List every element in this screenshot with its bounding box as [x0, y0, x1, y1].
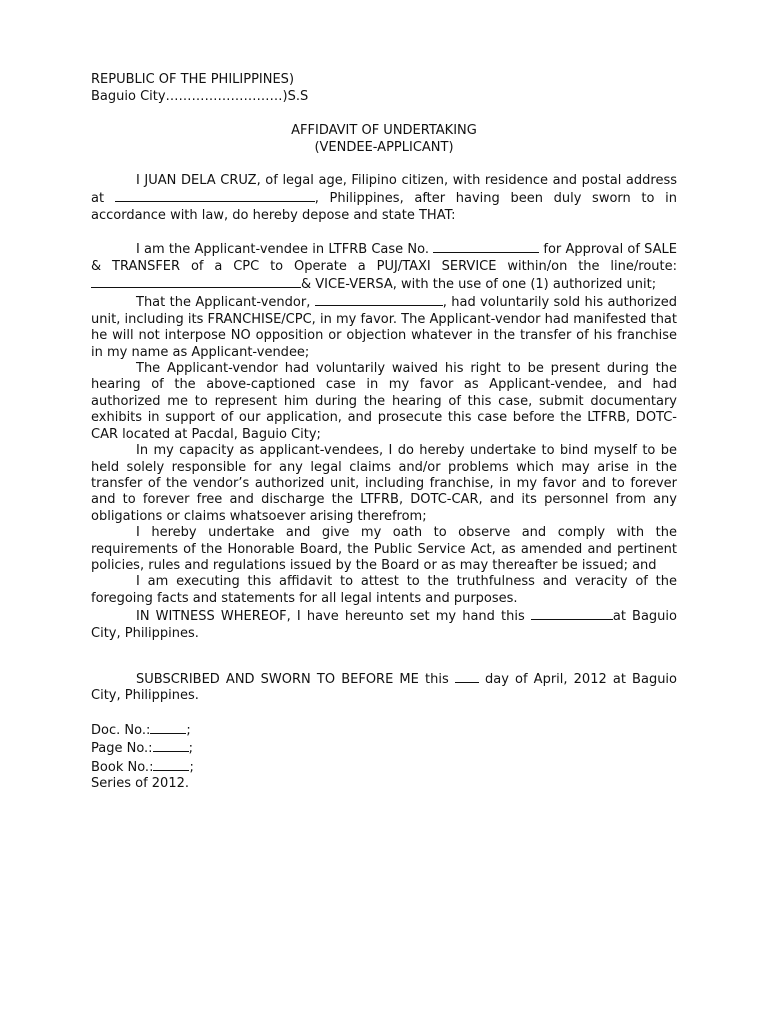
- jurat-paragraph: SUBSCRIBED AND SWORN TO BEFORE ME this day of April, 2012 at Baguio City, Philippines.: [91, 671, 677, 704]
- doc-number-line: Doc. No.: ;: [91, 722, 191, 738]
- witness-paragraph: IN WITNESS WHEREOF, I have hereunto set my hand this at Baguio City, Philippines.: [91, 609, 677, 641]
- republic-line: REPUBLIC OF THE PHILIPPINES): [91, 72, 295, 87]
- intro-paragraph: I JUAN DELA CRUZ, of legal age, Filipino citizen, with residence and postal address at , Philippines, after having been duly sworn to in accordance with law, do hereby depose and state THAT:: [91, 173, 677, 223]
- vendor-paragraph: That the Applicant-vendor, , had voluntarily sold his authorized unit, including its FRANCHISE/CPC, in my favor. The Applicant-vendor had manifested that he will not interpose NO opposition or objection whatever in the transfer of his franchise in my name as Applicant-vendee;: [91, 295, 677, 360]
- title-main: AFFIDAVIT OF UNDERTAKING: [291, 123, 477, 138]
- address-blank: [115, 189, 315, 202]
- case-number-blank: [433, 240, 539, 253]
- city-line: Baguio City………………………)S.S: [91, 88, 309, 104]
- page-number-line: Page No.: ;: [91, 741, 193, 757]
- book-number-line: Book No.: ;: [91, 759, 194, 775]
- venue-header: [91, 72, 677, 105]
- jurat-day-blank: [455, 670, 479, 683]
- document-title: [91, 123, 677, 156]
- vendor-name-blank: [315, 293, 443, 306]
- oath-paragraph: I hereby undertake and give my oath to observe and comply with the requirements of the Honorable Board, the Public Service Act, as amended and pertinent policies, rules and regulations issued by the Board or as may thereafter be issued; and: [91, 525, 677, 573]
- case-paragraph: I am the Applicant-vendee in LTFRB Case No. for Approval of SALE & TRANSFER of a CPC to Operate a PUJ/TAXI SERVICE within/on the line/route:& VICE-VERSA, with the use of one (1) authorized unit;: [91, 242, 677, 293]
- responsibility-paragraph: In my capacity as applicant-vendees, I do hereby undertake to bind myself to be held solely responsible for any legal claims and/or problems which may arise in the transfer of the vendor’s authorized unit, including franchise, in my favor and to forever and to forever free and discharge the LTFRB, DOTC-CAR, and its personnel from any obligations or claims whatsoever arising therefrom;: [91, 443, 677, 524]
- book-number-blank: [153, 758, 189, 771]
- witness-date-blank: [531, 607, 613, 620]
- waiver-paragraph: The Applicant-vendor had voluntarily waived his right to be present during the hearing of the above-captioned case in my favor as Applicant-vendee, and had authorized me to represent him during the hearing of this case, submit documentary exhibits in support of our application, and prosecute this case before the LTFRB, DOTC-CAR located at Pacdal, Baguio City;: [91, 361, 677, 442]
- title-sub: (VENDEE-APPLICANT): [314, 139, 454, 155]
- series-line: Series of 2012.: [91, 776, 189, 792]
- page-number-blank: [153, 739, 189, 752]
- notarial-register: [91, 721, 677, 793]
- attestation-paragraph: I am executing this affidavit to attest to the truthfulness and veracity of the foregoing facts and statements for all legal intents and purposes.: [91, 574, 677, 606]
- doc-number-blank: [150, 721, 186, 734]
- route-blank: [91, 275, 301, 288]
